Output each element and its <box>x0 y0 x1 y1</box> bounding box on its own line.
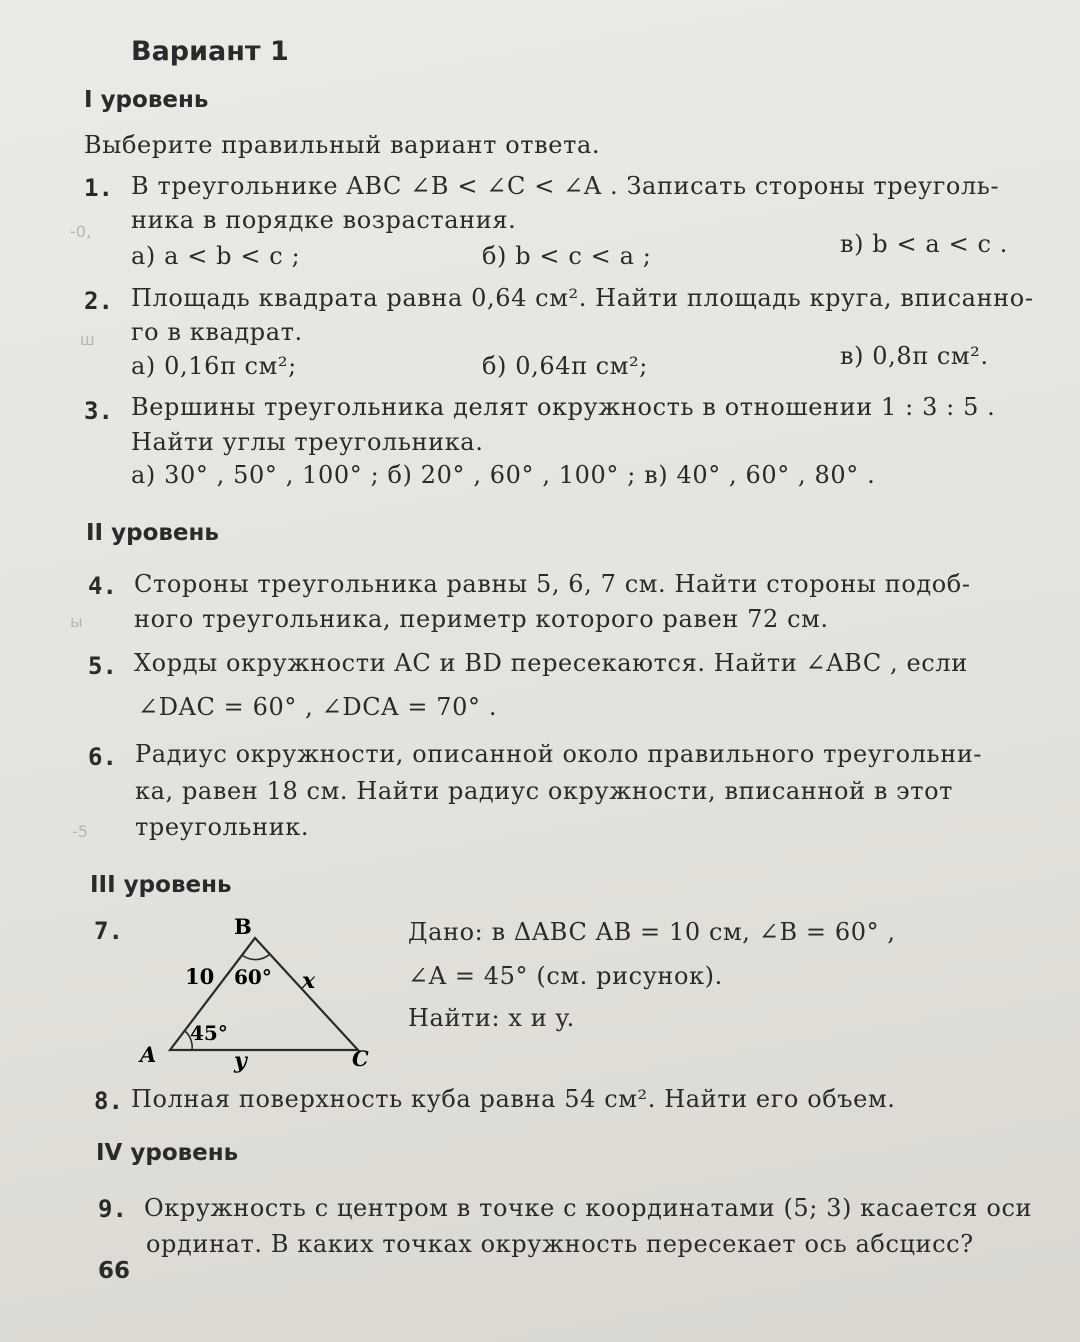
question-1-text-cont: ника в порядке возрастания. <box>131 206 517 234</box>
question-9-text-cont: ординат. В каких точках окружность пересекает ось абсцисс? <box>146 1230 974 1258</box>
q1-option-c: в) b < a < c . <box>840 230 1009 258</box>
question-3-number: 3. <box>84 397 113 425</box>
q2-option-a: а) 0,16π см²; <box>131 352 297 380</box>
level-3-heading: III уровень <box>90 872 232 898</box>
margin-mark: ы <box>70 612 83 631</box>
q1-option-b: б) b < c < a ; <box>482 242 652 270</box>
question-6-text-cont: ка, равен 18 см. Найти радиус окружности, вписанной в этот <box>135 777 954 805</box>
question-4-text: Стороны треугольника равны 5, 6, 7 см. Найти стороны подоб- <box>134 570 971 598</box>
question-7-find: Найти: x и y. <box>408 1004 575 1032</box>
question-6-number: 6. <box>88 743 117 771</box>
question-4-text-cont: ного треугольника, периметр которого равен 72 см. <box>134 605 829 633</box>
q3-options: а) 30° , 50° , 100° ; б) 20° , 60° , 100° ; в) 40° , 60° , 80° . <box>131 461 876 489</box>
triangle-figure <box>130 908 390 1078</box>
question-8-text: Полная поверхность куба равна 54 см². Найти его объем. <box>131 1085 896 1113</box>
instruction: Выберите правильный вариант ответа. <box>84 131 601 159</box>
question-7-given-cont: ∠A = 45° (см. рисунок). <box>408 962 723 990</box>
angle-a-label: 45° <box>190 1021 228 1045</box>
q2-option-c: в) 0,8π см². <box>840 342 989 370</box>
vertex-a-label: A <box>140 1042 157 1067</box>
margin-mark: ш <box>80 330 95 349</box>
question-2-text: Площадь квадрата равна 0,64 см². Найти площадь круга, вписанно- <box>131 284 1034 312</box>
side-ab-label: 10 <box>185 964 215 989</box>
angle-b-label: 60° <box>234 965 272 989</box>
question-9-number: 9. <box>98 1195 127 1223</box>
question-5-number: 5. <box>88 652 117 680</box>
question-5-text: Хорды окружности AC и BD пересекаются. Найти ∠ABC , если <box>134 649 968 677</box>
vertex-b-label: B <box>234 914 252 939</box>
level-4-heading: IV уровень <box>96 1140 239 1166</box>
question-4-number: 4. <box>88 572 117 600</box>
angle-b-arc <box>242 954 270 960</box>
side-bc-label: x <box>302 968 316 994</box>
level-2-heading: II уровень <box>86 520 219 546</box>
question-5-text-cont: ∠DAC = 60° , ∠DCA = 70° . <box>138 693 498 721</box>
margin-mark: -5 <box>72 822 88 841</box>
page-number: 66 <box>98 1258 131 1284</box>
question-9-text: Окружность с центром в точке с координатами (5; 3) касается оси <box>144 1194 1033 1222</box>
question-1-text: В треугольнике ABC ∠B < ∠C < ∠A . Записать стороны треуголь- <box>131 172 1000 200</box>
margin-mark: -0, <box>70 222 92 241</box>
question-7-given: Дано: в ΔABC AB = 10 см, ∠B = 60° , <box>408 918 896 946</box>
side-ac-label: y <box>234 1048 247 1074</box>
question-6-text: Радиус окружности, описанной около правильного треугольни- <box>135 740 983 768</box>
variant-title: Вариант 1 <box>131 36 289 67</box>
vertex-c-label: C <box>352 1046 369 1071</box>
q1-option-a: а) a < b < c ; <box>131 242 301 270</box>
question-8-number: 8. <box>94 1087 123 1115</box>
question-6-text-cont2: треугольник. <box>135 813 310 841</box>
level-1-heading: I уровень <box>84 87 209 113</box>
question-2-text-cont: го в квадрат. <box>131 318 303 346</box>
question-3-text: Вершины треугольника делят окружность в отношении 1 : 3 : 5 . <box>131 393 996 421</box>
question-1-number: 1. <box>84 174 113 202</box>
question-7-number: 7. <box>94 917 123 945</box>
q2-option-b: б) 0,64π см²; <box>482 352 648 380</box>
question-3-text-cont: Найти углы треугольника. <box>131 428 484 456</box>
question-2-number: 2. <box>84 287 113 315</box>
